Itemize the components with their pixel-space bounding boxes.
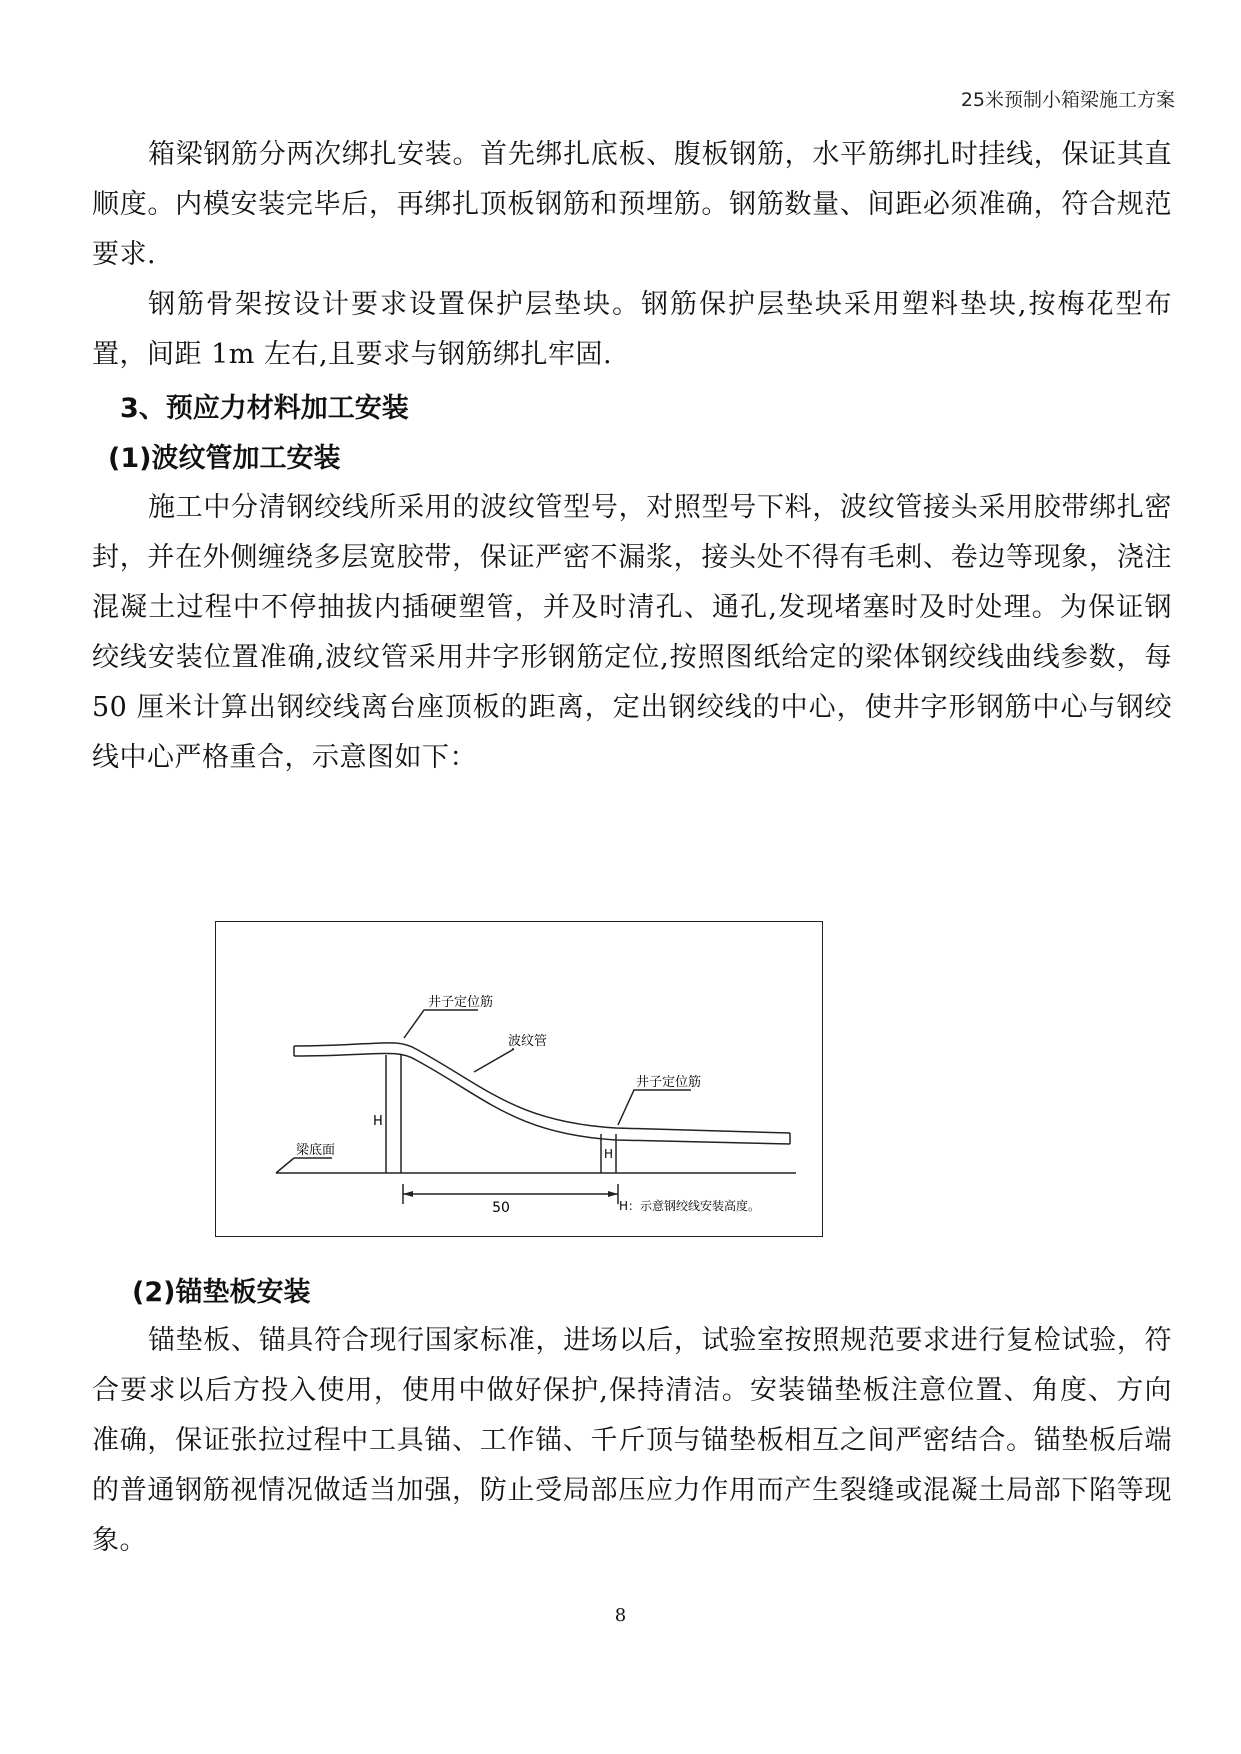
label-h-right: H bbox=[604, 1147, 614, 1161]
duct-positioning-diagram bbox=[215, 921, 823, 1237]
label-beam-bottom: 梁底面 bbox=[296, 1143, 336, 1158]
dim-arrow-right bbox=[608, 1191, 618, 1197]
paragraph-duct-installation: 施工中分清钢绞线所采用的波纹管型号，对照型号下料，波纹管接头采用胶带绑扎密封，并在外侧缠绕多层宽胶带，保证严密不漏浆，接头处不得有毛刺、卷边等现象，浇注混凝土过程中不停抽拔内插硬塑管，并及时清孔、通孔,发现堵塞时及时处理。为保证钢绞线安装位置准确,波纹管采用井字形钢筋定位,按照图纸给定的梁体钢绞线曲线参数，每 50 厘米计算出钢绞线离台座顶板的距离，定出钢绞线的中心，使井字形钢筋中心与钢绞线中心严格重合，示意图如下： bbox=[92, 492, 1172, 773]
label-h-left: H bbox=[373, 1114, 383, 1129]
duct-upper-edge bbox=[294, 1043, 790, 1133]
page-number: 8 bbox=[614, 1605, 627, 1626]
diagram-svg bbox=[216, 922, 822, 1236]
paragraph-cover-blocks: 钢筋骨架按设计要求设置保护层垫块。钢筋保护层垫块采用塑料垫块,按梅花型布置，间距 1m 左右,且要求与钢筋绑扎牢固. bbox=[92, 289, 1172, 370]
running-header: 25米预制小箱梁施工方案 bbox=[960, 89, 1175, 111]
subsection-heading-anchor-plate: (2)锚垫板安装 bbox=[132, 1277, 311, 1308]
leader-grid-bar-1 bbox=[404, 1010, 478, 1038]
leader-beam-bottom-tick bbox=[276, 1158, 294, 1173]
dim-arrow-left bbox=[403, 1191, 413, 1197]
subsection-heading-duct: (1)波纹管加工安装 bbox=[108, 443, 341, 474]
paragraph-anchor-plate: 锚垫板、锚具符合现行国家标准，进场以后，试验室按照规范要求进行复检试验，符合要求以后方投入使用，使用中做好保护,保持清洁。安装锚垫板注意位置、角度、方向准确，保证张拉过程中工具锚、工作锚、千斤顶与锚垫板相互之间严密结合。锚垫板后端的普通钢筋视情况做适当加强，防止受局部压应力作用而产生裂缝或混凝土局部下陷等现象。 bbox=[92, 1325, 1172, 1556]
paragraph-rebar-binding: 箱梁钢筋分两次绑扎安装。首先绑扎底板、腹板钢筋，水平筋绑扎时挂线，保证其直顺度。内模安装完毕后，再绑扎顶板钢筋和预埋筋。钢筋数量、间距必须准确，符合规范要求. bbox=[92, 139, 1172, 270]
leader-grid-bar-2 bbox=[618, 1090, 691, 1125]
label-grid-bar-2: 井子定位筋 bbox=[636, 1075, 702, 1090]
label-grid-bar-1: 井子定位筋 bbox=[428, 995, 494, 1010]
section-heading-prestress: 3、预应力材料加工安装 bbox=[120, 393, 409, 424]
leader-duct bbox=[474, 1049, 514, 1072]
dimension-label-50: 50 bbox=[492, 1200, 510, 1216]
label-duct: 波纹管 bbox=[508, 1034, 548, 1049]
diagram-note: H：示意钢绞线安装高度。 bbox=[619, 1199, 761, 1213]
